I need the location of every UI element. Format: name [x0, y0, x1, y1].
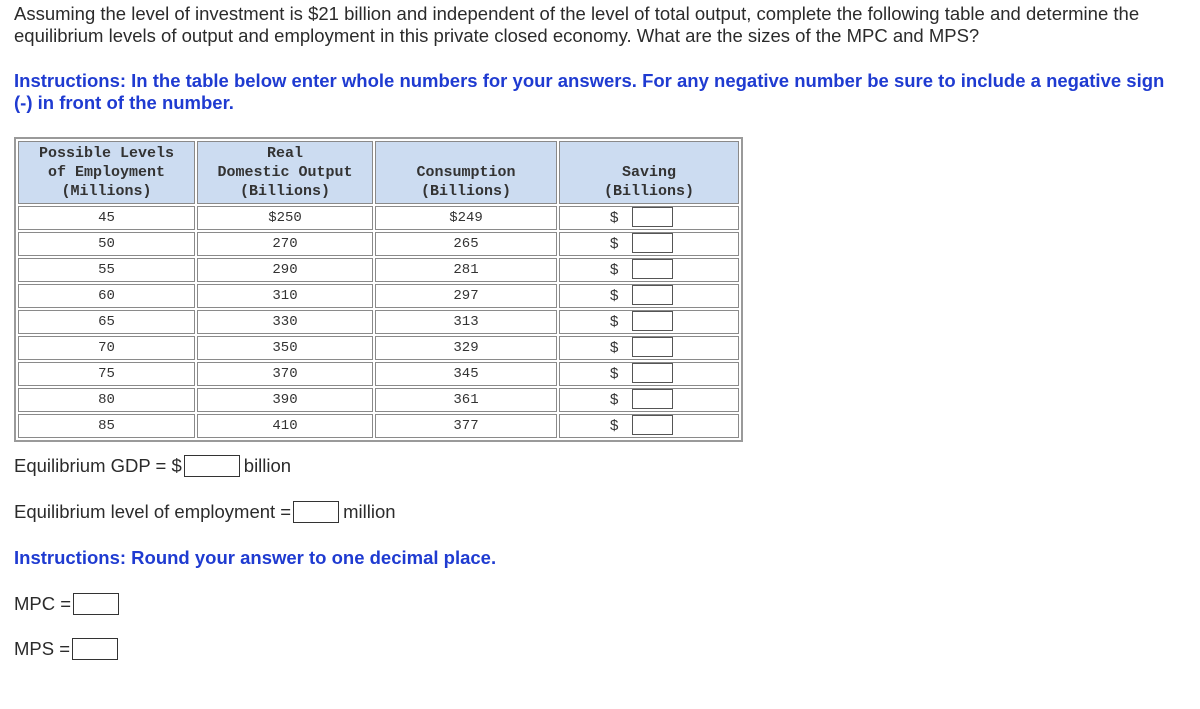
dollar-sign: $ — [610, 365, 619, 382]
saving-cell — [559, 232, 739, 256]
consumption-cell: 377 — [375, 414, 557, 438]
table-row — [18, 414, 739, 438]
table-row — [18, 258, 739, 282]
output-cell: 290 — [197, 258, 373, 282]
consumption-cell: 297 — [375, 284, 557, 308]
consumption-cell: 265 — [375, 232, 557, 256]
table-header-row — [18, 141, 739, 204]
saving-cell — [559, 310, 739, 334]
employment-cell: 60 — [18, 284, 195, 308]
dollar-sign: $ — [610, 235, 619, 252]
table-row — [18, 310, 739, 334]
consumption-cell: 361 — [375, 388, 557, 412]
saving-cell — [559, 388, 739, 412]
saving-input[interactable] — [632, 259, 673, 279]
table-row — [18, 284, 739, 308]
table-row — [18, 336, 739, 360]
gdp-label: Equilibrium GDP = $ — [14, 455, 182, 476]
employment-cell: 45 — [18, 206, 195, 230]
dollar-sign: $ — [610, 417, 619, 434]
header-consumption: Consumption (Billions) — [375, 141, 557, 204]
employment-cell: 80 — [18, 388, 195, 412]
output-cell: 390 — [197, 388, 373, 412]
output-cell: 270 — [197, 232, 373, 256]
saving-cell — [559, 258, 739, 282]
consumption-cell: $249 — [375, 206, 557, 230]
saving-input[interactable] — [632, 207, 673, 227]
equilibrium-gdp-row — [14, 455, 291, 477]
gdp-input[interactable] — [184, 455, 240, 477]
saving-input[interactable] — [632, 311, 673, 331]
output-cell: 350 — [197, 336, 373, 360]
mpc-input[interactable] — [73, 593, 119, 615]
saving-input[interactable] — [632, 363, 673, 383]
table-row — [18, 362, 739, 386]
output-cell: $250 — [197, 206, 373, 230]
dollar-sign: $ — [610, 209, 619, 226]
saving-input[interactable] — [632, 415, 673, 435]
equilibrium-employment-row — [14, 501, 396, 523]
employment-cell: 75 — [18, 362, 195, 386]
rounding-instructions: Instructions: Round your answer to one decimal place. — [14, 547, 497, 568]
output-cell: 410 — [197, 414, 373, 438]
dollar-sign: $ — [610, 391, 619, 408]
mps-input[interactable] — [72, 638, 118, 660]
economy-table — [14, 137, 743, 442]
dollar-sign: $ — [610, 287, 619, 304]
employment-cell: 50 — [18, 232, 195, 256]
table-instructions: Instructions: In the table below enter whole numbers for your answers. For any negative number be sure to include a negative sign (-) in front of the number. — [14, 70, 1165, 113]
employment-unit: million — [343, 501, 396, 522]
saving-input[interactable] — [632, 233, 673, 253]
dollar-sign: $ — [610, 339, 619, 356]
saving-cell — [559, 284, 739, 308]
saving-cell — [559, 206, 739, 230]
output-cell: 330 — [197, 310, 373, 334]
output-cell: 310 — [197, 284, 373, 308]
consumption-cell: 329 — [375, 336, 557, 360]
mpc-label: MPC = — [14, 593, 72, 614]
saving-cell — [559, 362, 739, 386]
dollar-sign: $ — [610, 313, 619, 330]
output-cell: 370 — [197, 362, 373, 386]
consumption-cell: 313 — [375, 310, 557, 334]
table-row — [18, 388, 739, 412]
question-text: Assuming the level of investment is $21 billion and independent of the level of total output, complete the following table and determine the equilibrium levels of output and employment in this private closed economy. What are the sizes of the MPC and MPS? — [14, 3, 1140, 46]
mpc-row — [14, 593, 123, 615]
gdp-unit: billion — [243, 455, 292, 476]
employment-label: Equilibrium level of employment = — [14, 501, 292, 522]
header-saving: Saving (Billions) — [559, 141, 739, 204]
saving-input[interactable] — [632, 285, 673, 305]
header-employment: Possible Levels of Employment (Millions) — [18, 141, 195, 204]
mps-row — [14, 638, 122, 660]
employment-cell: 65 — [18, 310, 195, 334]
employment-cell: 70 — [18, 336, 195, 360]
saving-input[interactable] — [632, 389, 673, 409]
employment-cell: 85 — [18, 414, 195, 438]
header-output: Real Domestic Output (Billions) — [197, 141, 373, 204]
employment-input[interactable] — [293, 501, 339, 523]
mps-label: MPS = — [14, 638, 71, 659]
saving-cell — [559, 414, 739, 438]
table-row — [18, 232, 739, 256]
saving-cell — [559, 336, 739, 360]
consumption-cell: 281 — [375, 258, 557, 282]
consumption-cell: 345 — [375, 362, 557, 386]
employment-cell: 55 — [18, 258, 195, 282]
saving-input[interactable] — [632, 337, 673, 357]
dollar-sign: $ — [610, 261, 619, 278]
table-row — [18, 206, 739, 230]
